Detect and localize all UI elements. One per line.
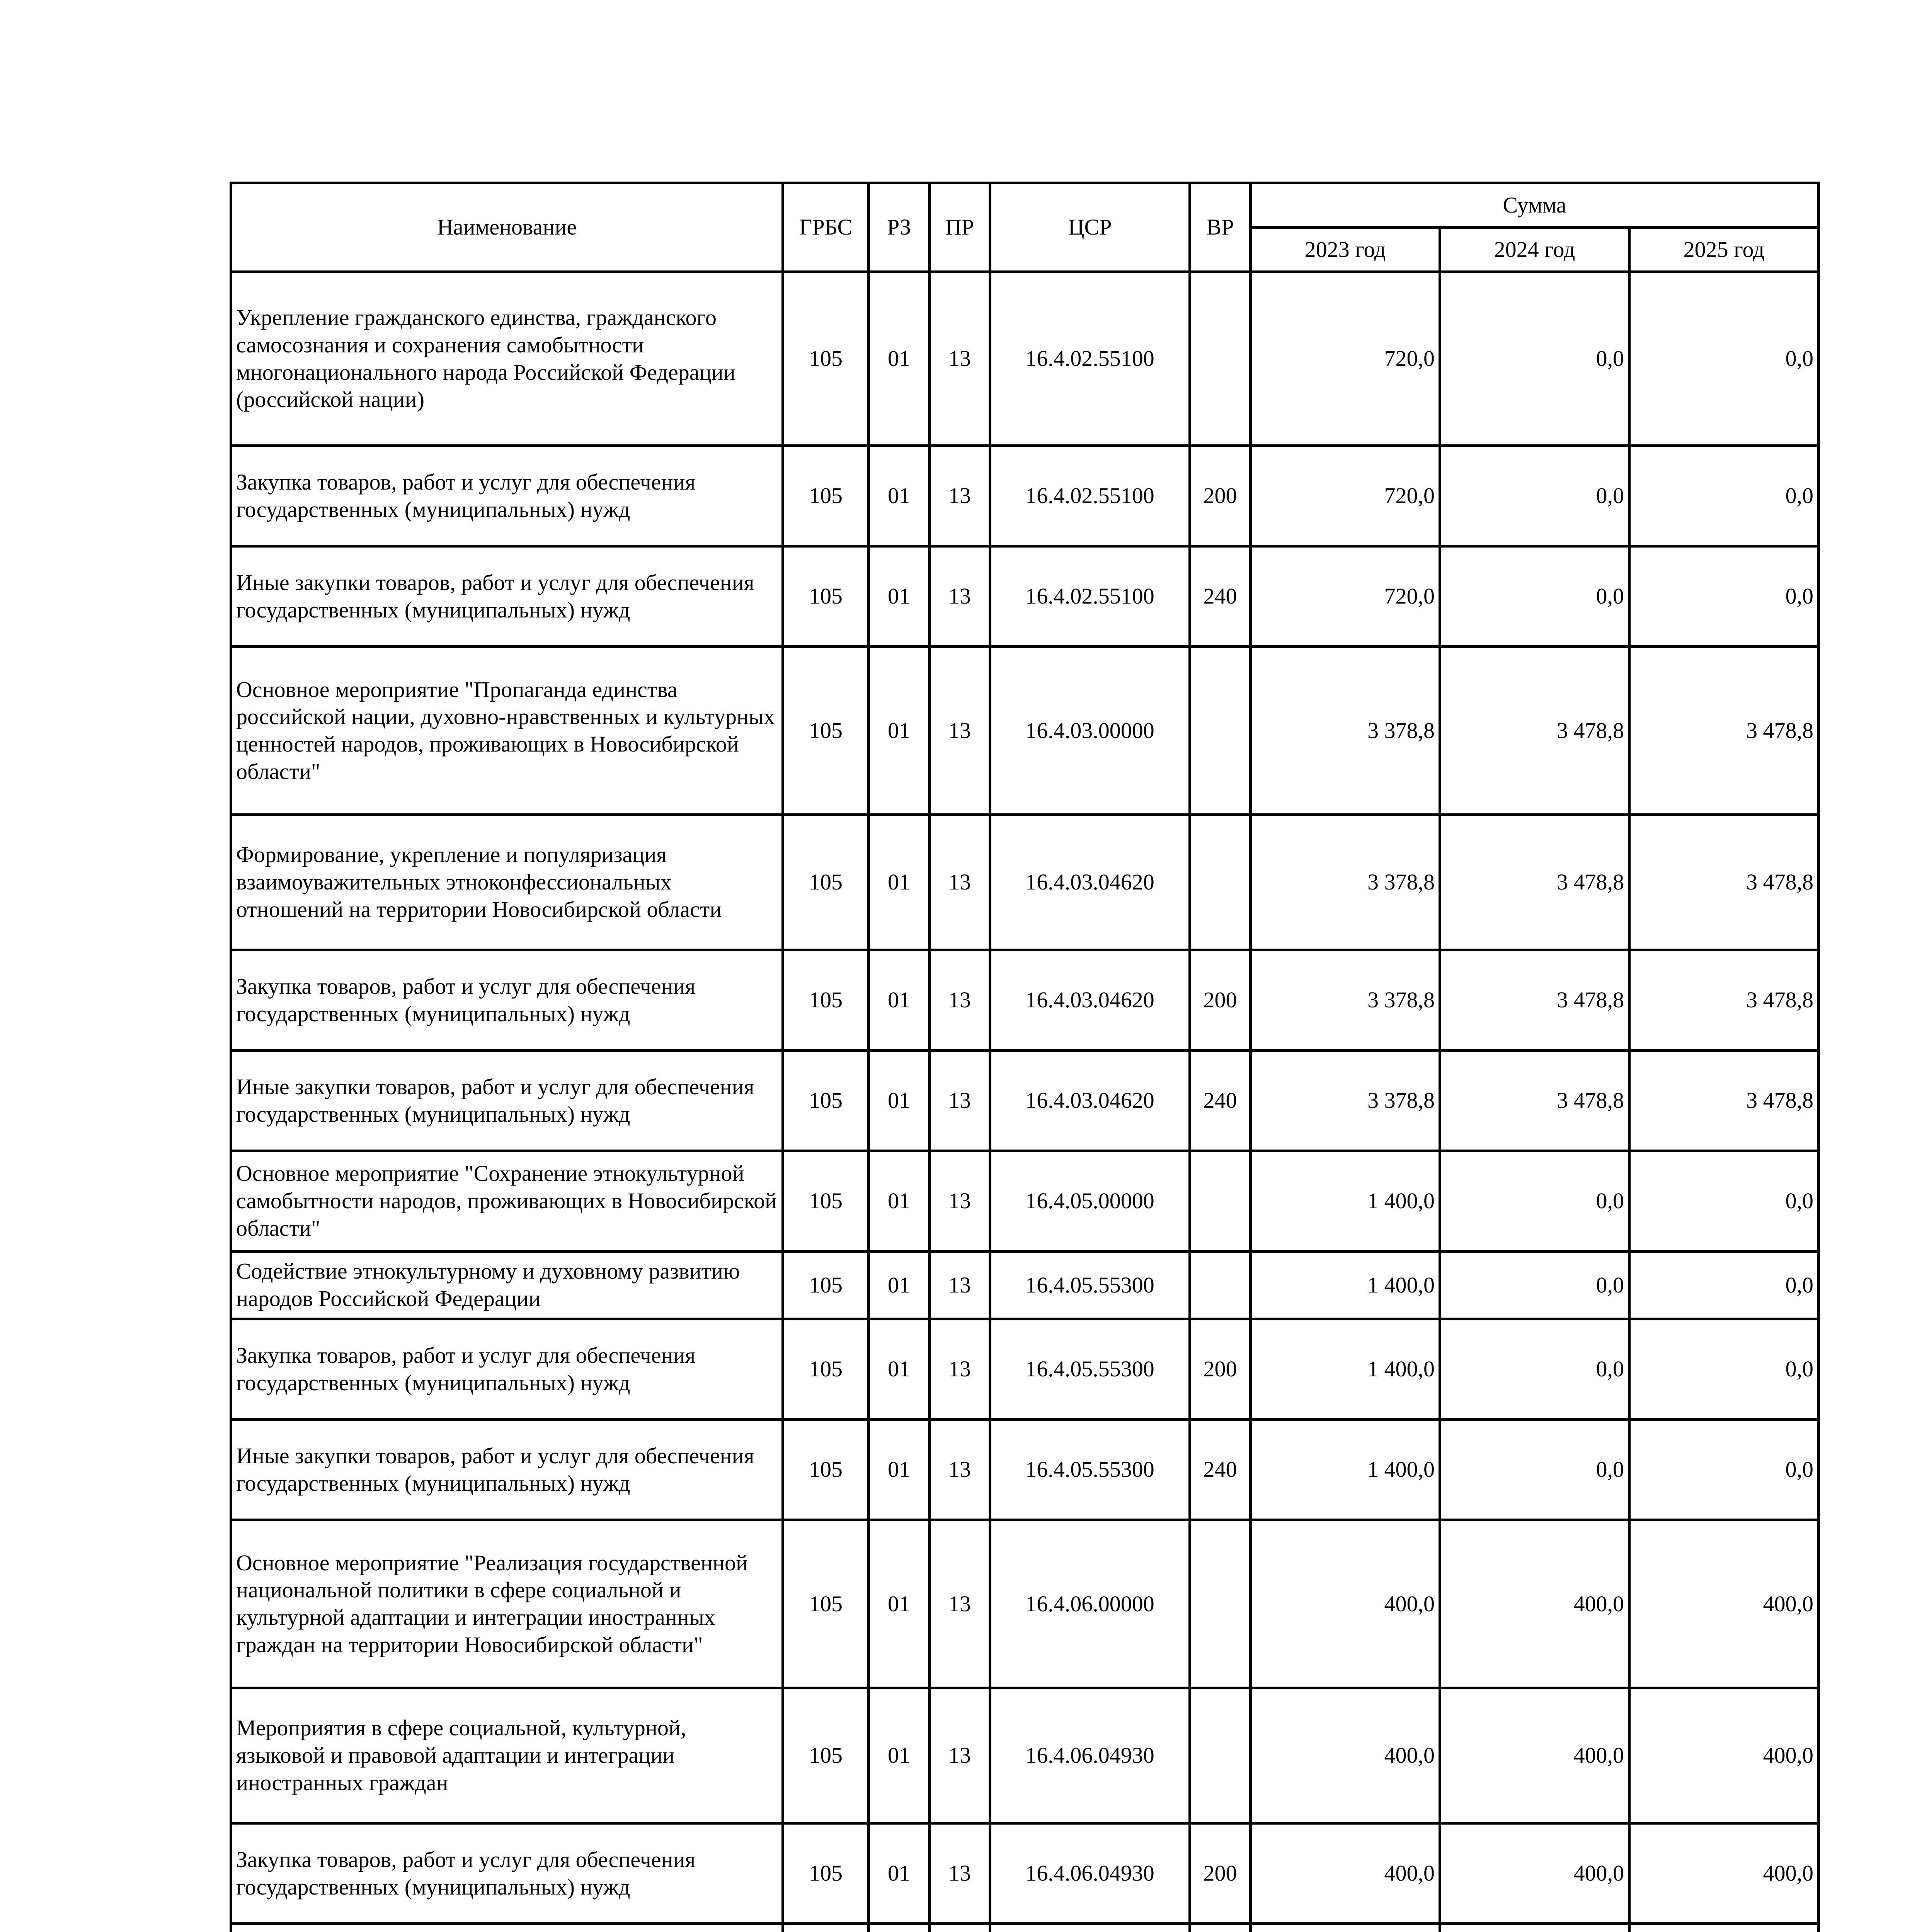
cell-sum-2024: 3 478,8 [1440, 1051, 1629, 1151]
cell-sum-2023: 720,0 [1251, 272, 1440, 446]
cell-grbs: 105 [783, 1520, 869, 1688]
table-header [231, 183, 1819, 272]
cell-grbs: 105 [783, 1420, 869, 1520]
cell-sum-2023: 400,0 [1251, 1688, 1440, 1823]
cell-sum-2025: 0,0 [1629, 446, 1819, 546]
cell-vr: 200 [1190, 446, 1251, 546]
cell-rz: 01 [869, 1823, 930, 1924]
cell-grbs: 105 [783, 1823, 869, 1924]
cell-rz: 01 [869, 1319, 930, 1420]
cell-vr [1190, 647, 1251, 815]
cell-grbs: 105 [783, 546, 869, 647]
cell-vr [1190, 815, 1251, 950]
cell-name: Закупка товаров, работ и услуг для обеспечения государственных (муниципальных) нужд [231, 1319, 783, 1420]
cell-name [231, 1924, 783, 1932]
cell-grbs: 105 [783, 1151, 869, 1252]
cell-csr: 16.4.06.04930 [990, 1823, 1190, 1924]
table-row [231, 546, 1819, 647]
cell-pr: 13 [930, 647, 990, 815]
cell-sum-2023: 720,0 [1251, 546, 1440, 647]
cell-csr: 16.4.02.55100 [990, 272, 1190, 446]
cell-rz: 01 [869, 647, 930, 815]
cell-rz: 01 [869, 1688, 930, 1823]
cell-sum-2024: 0,0 [1440, 1420, 1629, 1520]
cell-grbs: 105 [783, 815, 869, 950]
table-row [231, 1252, 1819, 1319]
cell-vr: 200 [1190, 1823, 1251, 1924]
cell-vr: 240 [1190, 1051, 1251, 1151]
cell-sum-2025: 400,0 [1629, 1823, 1819, 1924]
cell-sum-2024: 400,0 [1440, 1823, 1629, 1924]
cell-pr: 13 [930, 1051, 990, 1151]
cell-sum-2025: 0,0 [1629, 546, 1819, 647]
cell-pr: 13 [930, 950, 990, 1051]
cell-sum-2023: 400,0 [1251, 1520, 1440, 1688]
cell-name: Основное мероприятие "Реализация государственной национальной политики в сфере социальной и культурной адаптации и интеграции иностранных граждан на территории Новосибирской области" [231, 1520, 783, 1688]
cell-sum-2024: 0,0 [1440, 272, 1629, 446]
cell-sum-2025: 0,0 [1629, 272, 1819, 446]
cell-grbs: 105 [783, 1319, 869, 1420]
cell-sum-2023: 400,0 [1251, 1823, 1440, 1924]
header-year-2025: 2025 год [1629, 228, 1819, 272]
cell-csr: 16.4.02.55100 [990, 546, 1190, 647]
table-row [231, 815, 1819, 950]
cell-pr: 13 [930, 815, 990, 950]
cell-sum-2023: 3 378,8 [1251, 647, 1440, 815]
cell-pr: 13 [930, 546, 990, 647]
cell-sum-2023: 1 400,0 [1251, 1420, 1440, 1520]
cell-pr: 13 [930, 1520, 990, 1688]
cell-rz: 01 [869, 950, 930, 1051]
cell-sum-2024: 3 478,8 [1440, 815, 1629, 950]
cell-sum-2024 [1440, 1924, 1629, 1932]
cell-pr: 13 [930, 1420, 990, 1520]
cell-rz: 01 [869, 1051, 930, 1151]
header-grbs: ГРБС [783, 183, 869, 272]
cell-name: Иные закупки товаров, работ и услуг для обеспечения государственных (муниципальных) нужд [231, 1051, 783, 1151]
cell-rz: 01 [869, 272, 930, 446]
cell-rz: 01 [869, 1252, 930, 1319]
cell-csr [990, 1924, 1190, 1932]
cell-rz [869, 1924, 930, 1932]
cell-rz: 01 [869, 1520, 930, 1688]
cell-grbs: 105 [783, 1688, 869, 1823]
cell-sum-2025: 400,0 [1629, 1688, 1819, 1823]
cell-sum-2024: 3 478,8 [1440, 647, 1629, 815]
table-row [231, 1520, 1819, 1688]
budget-table [230, 182, 1820, 1932]
cell-sum-2025: 0,0 [1629, 1420, 1819, 1520]
cell-sum-2023: 720,0 [1251, 446, 1440, 546]
cell-sum-2023: 1 400,0 [1251, 1151, 1440, 1252]
cell-pr: 13 [930, 1151, 990, 1252]
cell-grbs: 105 [783, 1252, 869, 1319]
header-name: Наименование [231, 183, 783, 272]
cell-vr: 200 [1190, 950, 1251, 1051]
table-row [231, 1319, 1819, 1420]
cell-sum-2024: 400,0 [1440, 1688, 1629, 1823]
cell-name: Формирование, укрепление и популяризация взаимоуважительных этноконфессиональных отношений на территории Новосибирской области [231, 815, 783, 950]
cell-vr [1190, 1520, 1251, 1688]
cell-sum-2023: 3 378,8 [1251, 950, 1440, 1051]
cell-rz: 01 [869, 446, 930, 546]
cell-vr: 240 [1190, 546, 1251, 647]
cell-csr: 16.4.02.55100 [990, 446, 1190, 546]
cell-csr: 16.4.03.04620 [990, 1051, 1190, 1151]
cell-pr [930, 1924, 990, 1932]
cell-sum-2024: 0,0 [1440, 1252, 1629, 1319]
cell-csr: 16.4.03.04620 [990, 815, 1190, 950]
cell-sum-2025: 0,0 [1629, 1151, 1819, 1252]
cell-sum-2025: 400,0 [1629, 1520, 1819, 1688]
table-row [231, 647, 1819, 815]
cell-pr: 13 [930, 1252, 990, 1319]
table-row [231, 272, 1819, 446]
header-sum: Сумма [1251, 183, 1819, 228]
cell-csr: 16.4.05.55300 [990, 1420, 1190, 1520]
cell-vr [1190, 272, 1251, 446]
cell-sum-2023 [1251, 1924, 1440, 1932]
cell-grbs: 105 [783, 1051, 869, 1151]
cell-vr [1190, 1688, 1251, 1823]
cell-sum-2024: 3 478,8 [1440, 950, 1629, 1051]
cell-rz: 01 [869, 1151, 930, 1252]
table-body [231, 272, 1819, 1932]
table-row [231, 1924, 1819, 1932]
cell-sum-2024: 0,0 [1440, 1319, 1629, 1420]
cell-name: Основное мероприятие "Пропаганда единства российской нации, духовно-нравственных и культурных ценностей народов, проживающих в Новосибирской области" [231, 647, 783, 815]
cell-rz: 01 [869, 546, 930, 647]
table-row [231, 1420, 1819, 1520]
cell-sum-2023: 1 400,0 [1251, 1252, 1440, 1319]
cell-vr [1190, 1151, 1251, 1252]
cell-csr: 16.4.06.04930 [990, 1688, 1190, 1823]
cell-sum-2025: 3 478,8 [1629, 815, 1819, 950]
cell-csr: 16.4.03.04620 [990, 950, 1190, 1051]
cell-vr [1190, 1252, 1251, 1319]
table-row [231, 1688, 1819, 1823]
cell-name: Основное мероприятие "Сохранение этнокультурной самобытности народов, проживающих в Новосибирской области" [231, 1151, 783, 1252]
cell-csr: 16.4.03.00000 [990, 647, 1190, 815]
cell-name: Иные закупки товаров, работ и услуг для обеспечения государственных (муниципальных) нужд [231, 546, 783, 647]
cell-sum-2023: 1 400,0 [1251, 1319, 1440, 1420]
cell-name: Иные закупки товаров, работ и услуг для обеспечения государственных (муниципальных) нужд [231, 1420, 783, 1520]
cell-sum-2025: 3 478,8 [1629, 1051, 1819, 1151]
cell-csr: 16.4.06.00000 [990, 1520, 1190, 1688]
header-vr: ВР [1190, 183, 1251, 272]
cell-csr: 16.4.05.00000 [990, 1151, 1190, 1252]
cell-pr: 13 [930, 1319, 990, 1420]
header-csr: ЦСР [990, 183, 1190, 272]
cell-grbs [783, 1924, 869, 1932]
cell-name: Закупка товаров, работ и услуг для обеспечения государственных (муниципальных) нужд [231, 446, 783, 546]
cell-name: Мероприятия в сфере социальной, культурной, языковой и правовой адаптации и интеграции иностранных граждан [231, 1688, 783, 1823]
header-pr: ПР [930, 183, 990, 272]
cell-sum-2024: 0,0 [1440, 1151, 1629, 1252]
cell-sum-2024: 400,0 [1440, 1520, 1629, 1688]
cell-name: Закупка товаров, работ и услуг для обеспечения государственных (муниципальных) нужд [231, 950, 783, 1051]
cell-sum-2024: 0,0 [1440, 546, 1629, 647]
cell-rz: 01 [869, 1420, 930, 1520]
cell-name: Содействие этнокультурному и духовному развитию народов Российской Федерации [231, 1252, 783, 1319]
cell-sum-2025 [1629, 1924, 1819, 1932]
cell-sum-2024: 0,0 [1440, 446, 1629, 546]
cell-pr: 13 [930, 1823, 990, 1924]
cell-name: Укрепление гражданского единства, гражданского самосознания и сохранения самобытности многонационального народа Российской Федерации (российской нации) [231, 272, 783, 446]
cell-sum-2025: 3 478,8 [1629, 950, 1819, 1051]
cell-sum-2025: 0,0 [1629, 1319, 1819, 1420]
cell-sum-2025: 0,0 [1629, 1252, 1819, 1319]
header-rz: РЗ [869, 183, 930, 272]
table-row [231, 1051, 1819, 1151]
cell-grbs: 105 [783, 950, 869, 1051]
cell-csr: 16.4.05.55300 [990, 1319, 1190, 1420]
cell-pr: 13 [930, 446, 990, 546]
cell-rz: 01 [869, 815, 930, 950]
cell-pr: 13 [930, 1688, 990, 1823]
table-row [231, 1823, 1819, 1924]
cell-grbs: 105 [783, 647, 869, 815]
cell-sum-2023: 3 378,8 [1251, 815, 1440, 950]
table-row [231, 1151, 1819, 1252]
cell-csr: 16.4.05.55300 [990, 1252, 1190, 1319]
cell-pr: 13 [930, 272, 990, 446]
cell-grbs: 105 [783, 446, 869, 546]
cell-grbs: 105 [783, 272, 869, 446]
cell-name: Закупка товаров, работ и услуг для обеспечения государственных (муниципальных) нужд [231, 1823, 783, 1924]
cell-sum-2023: 3 378,8 [1251, 1051, 1440, 1151]
table-row [231, 446, 1819, 546]
cell-vr: 240 [1190, 1420, 1251, 1520]
cell-sum-2025: 3 478,8 [1629, 647, 1819, 815]
table-row [231, 950, 1819, 1051]
header-year-2023: 2023 год [1251, 228, 1440, 272]
cell-vr: 200 [1190, 1319, 1251, 1420]
header-year-2024: 2024 год [1440, 228, 1629, 272]
cell-vr [1190, 1924, 1251, 1932]
